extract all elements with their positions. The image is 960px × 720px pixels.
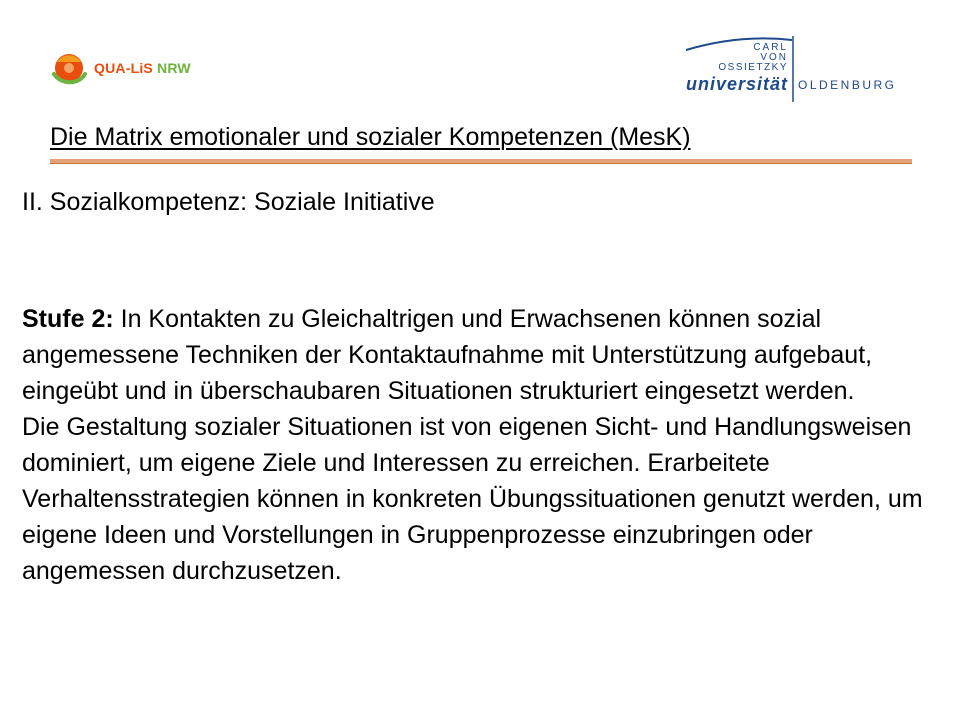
- slide-title: Die Matrix emotionaler und sozialer Kompetenzen (MesK): [50, 123, 691, 151]
- qualis-logo-name: QUA-LiS: [94, 60, 153, 76]
- uni-oldenburg-logo: [680, 32, 920, 112]
- slide-subtitle: II. Sozialkompetenz: Soziale Initiative: [22, 188, 435, 216]
- qualis-nrw-logo: [48, 48, 228, 92]
- slide-body: [22, 301, 937, 589]
- uni-logo-line1: CARL: [753, 42, 788, 53]
- body-paragraph-1: [22, 301, 937, 409]
- uni-logo-line2: VON: [760, 52, 788, 63]
- stage-label: Stufe 2:: [22, 305, 114, 333]
- uni-logo-wordmark: universität: [685, 74, 788, 94]
- body-paragraph-2: Die Gestaltung sozialer Situationen ist von eigenen Sicht- und Handlungsweisen dominiert, um eigene Ziele und Interessen zu erreichen. Erarbeitete Verhaltensstrategien können in konkreten Übungssituationen genutzt werden, um eigene Ideen und Vorstellungen in Gruppenprozesse einzubringen oder angemessen durchzusetzen.: [22, 413, 923, 585]
- qualis-logo-mark-icon: [48, 48, 90, 90]
- uni-oldenburg-logo-graphic: [680, 32, 920, 112]
- uni-logo-line3: OSSIETZKY: [718, 62, 788, 73]
- paragraph-1-text: In Kontakten zu Gleichaltrigen und Erwachsenen können sozial angemessene Techniken der Kontaktaufnahme mit Unterstützung aufgebaut, eingeübt und in überschaubaren Situationen strukturiert eingesetzt werden.: [22, 305, 873, 405]
- qualis-logo-text: [94, 60, 191, 76]
- qualis-logo-region: NRW: [157, 60, 191, 76]
- uni-logo-city: OLDENBURG: [798, 78, 897, 92]
- title-accent-rule: [50, 159, 912, 164]
